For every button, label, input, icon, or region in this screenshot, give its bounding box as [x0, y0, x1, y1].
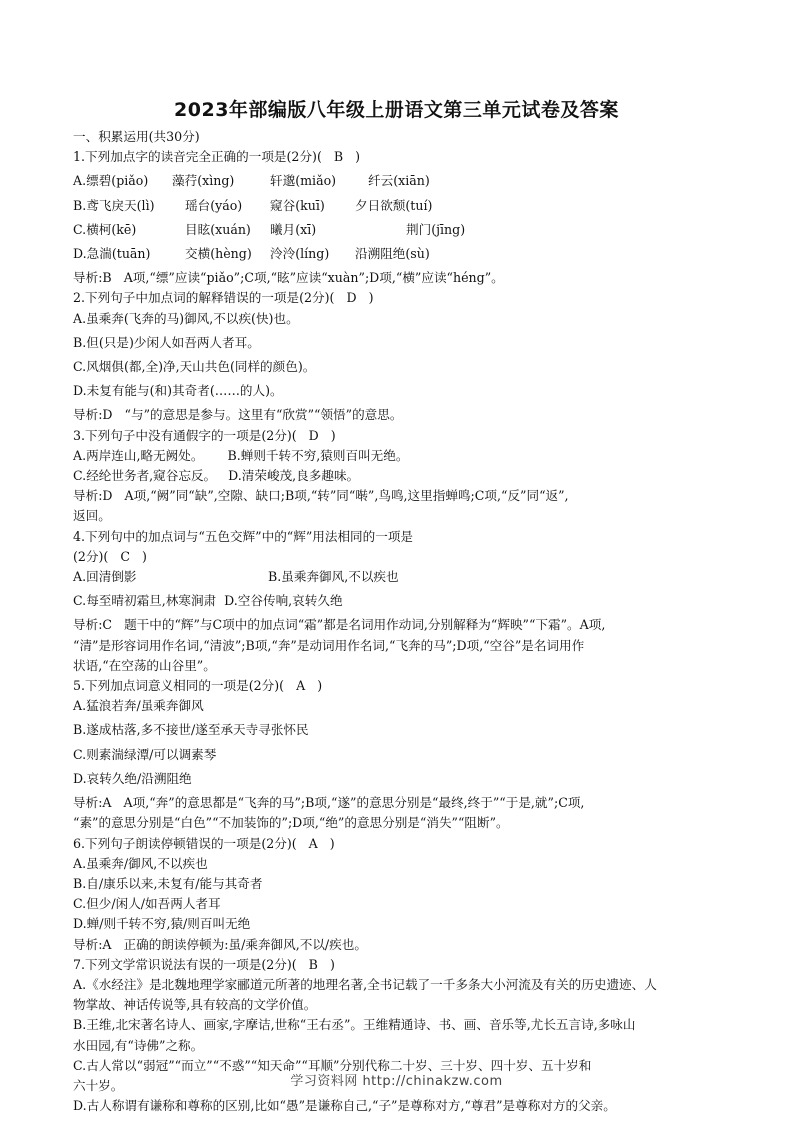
question-6-option-a: A.虽乘奔/御风,不以疾也 — [73, 855, 208, 871]
option-a-item: A.缥碧(piǎo) — [73, 173, 149, 189]
question-3-guide: 导析:D A项,“阙”同“缺”,空隙、缺口;B项,“转”同“啭”,鸟鸣,这里指蝉鸣;C项,“反”同“返”, — [73, 488, 569, 504]
question-5-stem: 5.下列加点词意义相同的一项是(2分)( A ) — [73, 678, 323, 694]
question-1-option-a — [73, 171, 727, 191]
option-b-item: B.鸢飞戾天(lì) — [73, 197, 155, 213]
option-c-item: C.横柯(kē) — [73, 221, 137, 237]
question-1-option-c — [73, 220, 727, 240]
exam-content — [73, 127, 727, 1116]
question-1-guide: 导析:B A项,“缥”应读“piǎo”;C项,“眩”应读“xuàn”;D项,“横”应读“héng”。 — [73, 270, 504, 286]
question-4-guide-cont: “清”是形容词用作名词,“清波”;B项,“奔”是动词用作名词,“飞奔的马”;D项,“空谷”是名词用作 — [73, 637, 585, 653]
question-6-guide: 导析:A 正确的朗读停顿为:虽/乘奔御风,不以/疾也。 — [73, 936, 367, 952]
question-5-guide-cont: “素”的意思分别是“白色”“不加装饰的”;D项,“绝”的意思分别是“消失”“阻断”。 — [73, 815, 509, 831]
question-5-option-a: A.猛浪若奔/虽乘奔御风 — [73, 698, 204, 714]
option-c-item: 荆门(jīng) — [406, 221, 466, 237]
question-6-option-d: D.蝉/则千转不穷,猿/则百叫无绝 — [73, 916, 251, 932]
question-7-option-c: C.古人常以“弱冠”“而立”“不惑”“知天命”“耳顺”分别代称二十岁、三十岁、四十岁、五十岁和 — [73, 1057, 592, 1073]
question-5-guide: 导析:A A项,“奔”的意思都是“飞奔的马”;B项,“遂”的意思分别是“最终,终于”“于是,就”;C项, — [73, 795, 585, 811]
question-4-guide: 导析:C 题干中的“辉”与C项中的加点词“霜”都是名词用作动词,分别解释为“辉映”“下霜”。A项, — [73, 617, 606, 633]
question-6-stem: 6.下列句子朗读停顿错误的一项是(2分)( A ) — [73, 835, 335, 851]
option-b-item: 窥谷(kuī) — [270, 197, 325, 213]
question-4-options-cd: C.每至晴初霜旦,林寒涧肃 D.空谷传响,哀转久绝 — [73, 593, 343, 609]
question-3-options-ab: A.两岸连山,略无阙处。 B.蝉则千转不穷,猿则百叫无绝。 — [73, 447, 409, 463]
option-d-item: 泠泠(líng) — [270, 246, 330, 262]
question-4-options-ab — [73, 567, 727, 587]
question-7-stem: 7.下列文学常识说法有误的一项是(2分)( B ) — [73, 956, 335, 972]
option-c-item: 曦月(xī) — [270, 221, 317, 237]
option-d-item: D.急湍(tuān) — [73, 246, 151, 262]
option-a: A.回清倒影 — [73, 569, 137, 585]
question-3-stem: 3.下列句子中没有通假字的一项是(2分)( D ) — [73, 427, 336, 443]
question-7-option-b: B.王维,北宋著名诗人、画家,字摩诘,世称“王右丞”。王维精通诗、书、画、音乐等,尤长五言诗,多咏山 — [73, 1017, 636, 1033]
question-4-stem: 4.下列句中的加点词与“五色交辉”中的“辉”用法相同的一项是 — [73, 528, 414, 544]
question-1-option-b — [73, 196, 727, 216]
question-7-option-b-cont: 水田园,有“诗佛”之称。 — [73, 1037, 204, 1053]
page-title: 2023年部编版八年级上册语文第三单元试卷及答案 — [174, 99, 619, 121]
question-3-options-cd: C.经纶世务者,窥谷忘反。 D.清荣峻茂,良多趣味。 — [73, 468, 360, 484]
option-c-item: 目眩(xuán) — [185, 221, 251, 237]
question-2-option-b: B.但(只是)少闲人如吾两人者耳。 — [73, 334, 260, 350]
question-4-stem-cont: (2分)( C ) — [73, 548, 147, 564]
question-6-option-b: B.自/康乐以来,未复有/能与其奇者 — [73, 875, 263, 891]
question-2-stem: 2.下列句子中加点词的解释错误的一项是(2分)( D ) — [73, 290, 374, 306]
question-1-option-d — [73, 244, 727, 264]
question-7-option-d: D.古人称谓有谦称和尊称的区别,比如“愚”是谦称自己,“子”是尊称对方,“尊君”是尊称对方的父亲。 — [73, 1098, 616, 1114]
question-7-option-c-cont: 六十岁。 — [73, 1077, 124, 1093]
question-5-option-c: C.则素湍绿潭/可以调素琴 — [73, 746, 217, 762]
page-footer: 学习资料网 http://chinakzw.com — [290, 1074, 503, 1089]
option-d-item: 沿溯阻绝(sù) — [355, 246, 430, 262]
question-3-guide-cont: 返回。 — [73, 508, 111, 524]
option-b-item: 瑶台(yáo) — [185, 197, 243, 213]
question-2-option-a: A.虽乘奔(飞奔的马)御风,不以疾(快)也。 — [73, 310, 299, 326]
question-2-guide: 导析:D “与”的意思是参与。这里有“欣赏”“领悟”的意思。 — [73, 407, 403, 423]
question-7-option-a: A.《水经注》是北魏地理学家郦道元所著的地理名著,全书记载了一千多条大小河流及有关的历史遗迹、人 — [73, 976, 657, 992]
question-2-option-d: D.未复有能与(和)其奇者(……的人)。 — [73, 383, 283, 399]
question-7-option-a-cont: 物掌故、神话传说等,具有较高的文学价值。 — [73, 997, 317, 1013]
question-4-guide-cont: 状语,“在空荡的山谷里”。 — [73, 657, 216, 673]
section-heading: 一、积累运用(共30分) — [73, 129, 200, 144]
question-2-option-c: C.风烟俱(都,全)净,天山共色(同样的颜色)。 — [73, 359, 316, 375]
question-1-stem: 1.下列加点字的读音完全正确的一项是(2分)( B ) — [73, 149, 361, 165]
option-b: B.虽乘奔御风,不以疾也 — [268, 569, 399, 585]
option-a-item: 轩邈(miǎo) — [270, 173, 337, 189]
question-5-option-b: B.遂成枯落,多不接世/遂至承天寺寻张怀民 — [73, 722, 309, 738]
question-6-option-c: C.但少/闲人/如吾两人者耳 — [73, 896, 221, 912]
option-a-item: 纤云(xiān) — [368, 173, 430, 189]
question-5-option-d: D.哀转久绝/沿溯阻绝 — [73, 770, 192, 786]
option-d-item: 交横(hèng) — [185, 246, 252, 262]
option-a-item: 藻荇(xìng) — [172, 173, 235, 189]
option-b-item: 夕日欲颓(tuí) — [355, 197, 433, 213]
